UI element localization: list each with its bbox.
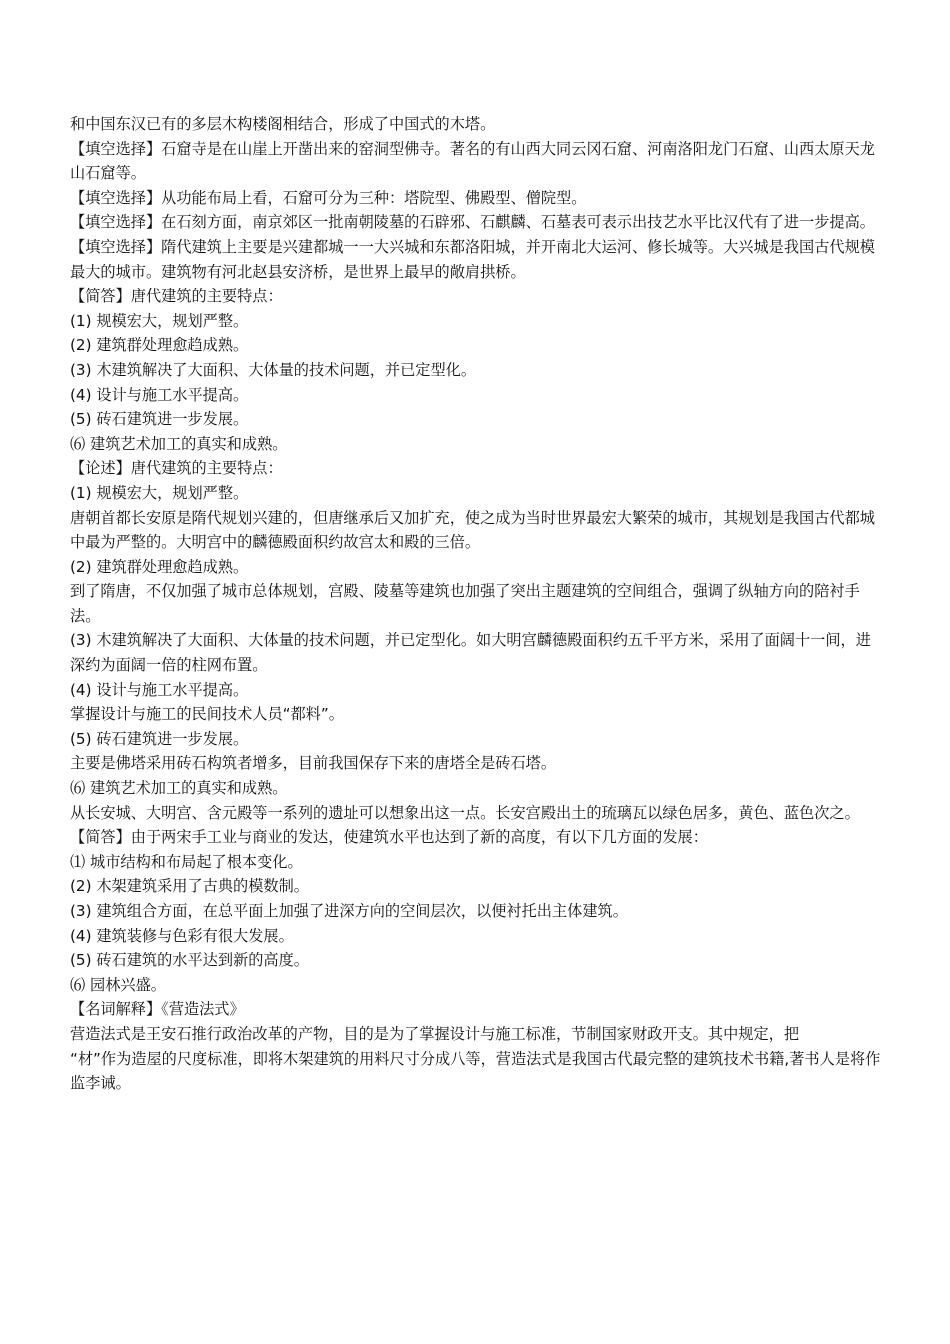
list-item: (1) 规模宏大，规划严整。 — [70, 311, 249, 330]
list-item: (5) 砖石建筑进一步发展。 — [70, 729, 249, 748]
list-item: ⑹ 建筑艺术加工的真实和成熟。 — [70, 779, 288, 798]
paragraph: 【填空选择】隋代建筑上主要是兴建都城一一大兴城和东都洛阳城，并开南北大运河、修长城等。大兴城是我国古代规模最大的城市。建筑物有河北赵县安济桥，是世界上最早的敞肩拱桥。 — [70, 237, 875, 281]
paragraph: 和中国东汉已有的多层木构楼阁相结合，形成了中国式的木塔。 — [70, 115, 496, 133]
section-heading: 【论述】唐代建筑的主要特点： — [70, 459, 283, 478]
list-item: (2) 建筑群处理愈趋成熟。 — [70, 336, 249, 355]
list-item: ⑹ 园林兴盛。 — [70, 975, 166, 994]
list-item: (2) 建筑群处理愈趋成熟。 — [70, 557, 249, 576]
list-item: (5) 砖石建筑进一步发展。 — [70, 410, 249, 429]
section-heading: 【名词解释】《营造法式》 — [70, 1000, 245, 1019]
list-item: ⑹ 建筑艺术加工的真实和成熟。 — [70, 434, 288, 453]
paragraph: 营造法式是王安石推行政治改革的产物，目的是为了掌握设计与施工标准，节制国家财政开支。其中规定，把 — [70, 1024, 799, 1043]
list-item: (5) 砖石建筑的水平达到新的高度。 — [70, 951, 309, 970]
section-heading: 【简答】由于两宋手工业与商业的发达，使建筑水平也达到了新的高度，有以下几方面的发展： — [70, 828, 708, 847]
paragraph: 主要是佛塔采用砖石构筑者增多，目前我国保存下来的唐塔全是砖石塔。 — [70, 754, 556, 773]
section-heading: 【简答】唐代建筑的主要特点： — [70, 287, 283, 306]
paragraph: 【填空选择】在石刻方面，南京郊区一批南朝陵墓的石辟邪、石麒麟、石墓表可表示出技艺水平比汉代有了进一步提高。 — [70, 213, 875, 232]
document-page — [70, 112, 882, 1096]
paragraph: 到了隋唐，不仅加强了城市总体规划，宫殿、陵墓等建筑也加强了突出主题建筑的空间组合，强调了纵轴方向的陪衬手法。 — [70, 582, 860, 625]
list-item: (4) 设计与施工水平提高。 — [70, 385, 249, 404]
list-item: (2) 木架建筑采用了古典的模数制。 — [70, 877, 309, 896]
paragraph: 掌握设计与施工的民间技术人员“都料”。 — [70, 705, 344, 724]
paragraph: 【填空选择】石窟寺是在山崖上开凿出来的窑洞型佛寺。著名的有山西大同云冈石窟、河南洛阳龙门石窟、山西太原天龙山石窟等。 — [70, 139, 875, 183]
paragraph: 唐朝首都长安原是隋代规划兴建的，但唐继承后又加扩充，使之成为当时世界最宏大繁荣的城市，其规划是我国古代都城中最为严整的。大明宫中的麟德殿面积约故宫太和殿的三倍。 — [70, 508, 875, 552]
list-item: (3) 木建筑解决了大面积、大体量的技术问题，并已定型化。如大明宫麟德殿面积约五千平方米，采用了面阔十一间，进深约为面阔一倍的柱网布置。 — [70, 631, 871, 675]
list-item: ⑴ 城市结构和布局起了根本变化。 — [70, 852, 303, 871]
list-item: (1) 规模宏大，规划严整。 — [70, 483, 249, 502]
list-item: (3) 建筑组合方面，在总平面上加强了进深方向的空间层次，以便衬托出主体建筑。 — [70, 902, 628, 920]
list-item: (4) 设计与施工水平提高。 — [70, 680, 249, 699]
paragraph: 【填空选择】从功能布局上看，石窟可分为三种：塔院型、佛殿型、僧院型。 — [70, 188, 587, 207]
list-item: (4) 建筑装修与色彩有很大发展。 — [70, 926, 294, 945]
paragraph: 从长安城、大明宫、含元殿等一系列的遗址可以想象出这一点。长安宫殿出土的琉璃瓦以绿色居多，黄色、蓝色次之。 — [70, 803, 860, 822]
list-item: (3) 木建筑解决了大面积、大体量的技术问题，并已定型化。 — [70, 360, 477, 379]
paragraph: “材”作为造屋的尺度标准，即将木架建筑的用料尺寸分成八等，营造法式是我国古代最完整的建筑技术书籍,著书人是将作监李诫。 — [70, 1049, 881, 1093]
